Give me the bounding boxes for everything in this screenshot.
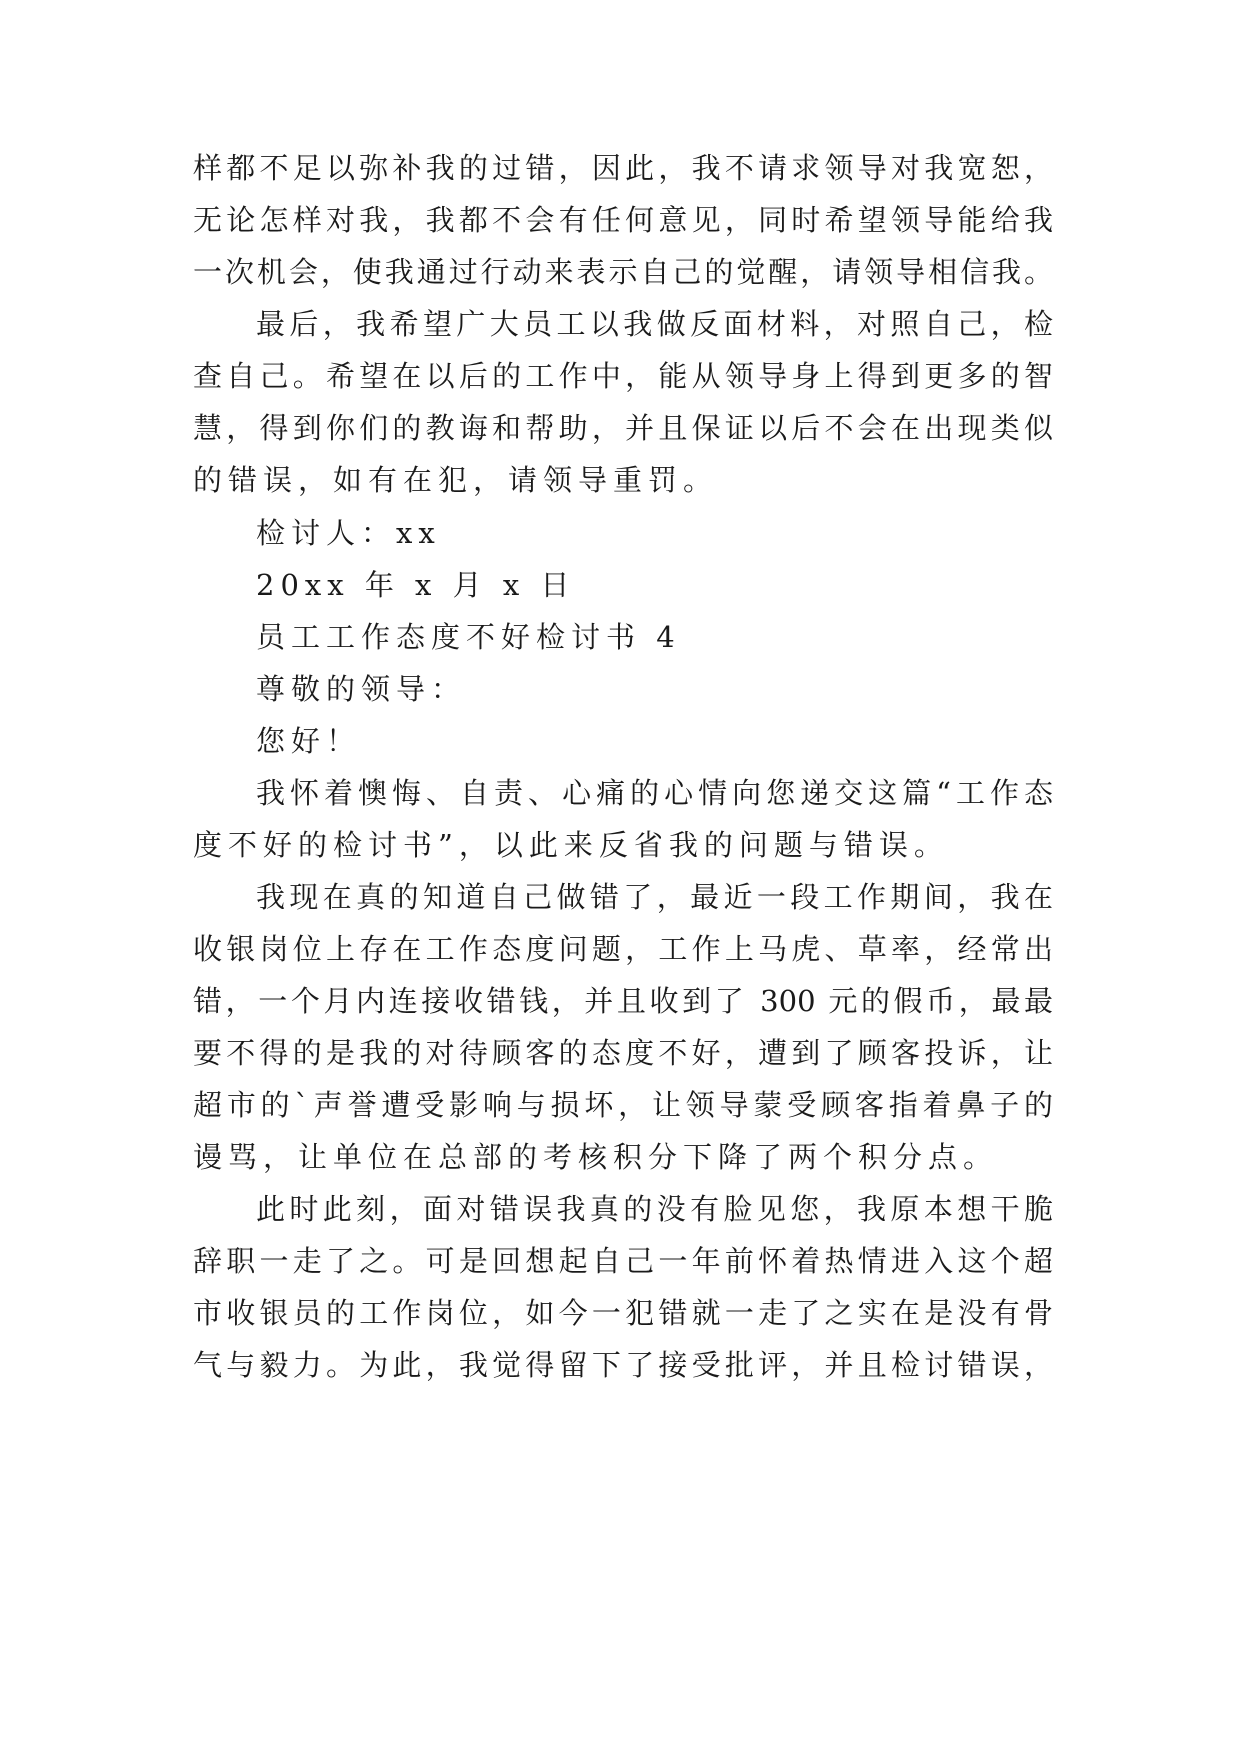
text-line: 错，一个月内连接收错钱，并且收到了 300 元的假币，最最 [193,984,1053,1018]
text-line: 样都不足以弥补我的过错，因此，我不请求领导对我宽恕， [193,151,1053,185]
text-line: 慧，得到你们的教诲和帮助，并且保证以后不会在出现类似 [193,411,1053,445]
text-line: 辞职一走了之。可是回想起自己一年前怀着热情进入这个超 [193,1244,1053,1278]
text-line: 收银岗位上存在工作态度问题，工作上马虎、草率，经常出 [193,932,1053,966]
text-line: 无论怎样对我，我都不会有任何意见，同时希望领导能给我 [193,203,1053,237]
section-title: 员工工作态度不好检讨书 4 [256,620,681,654]
text-line: 要不得的是我的对待顾客的态度不好，遭到了顾客投诉，让 [193,1036,1053,1070]
text-line: 超市的`声誉遭受影响与损坏，让领导蒙受顾客指着鼻子的 [193,1088,1053,1122]
text-line: 最后，我希望广大员工以我做反面材料，对照自己，检 [256,307,1053,341]
text-line: 我现在真的知道自己做错了，最近一段工作期间，我在 [256,880,1053,914]
text-line: 一次机会，使我通过行动来表示自己的觉醒，请领导相信我。 [193,255,1053,289]
text-line: 气与毅力。为此，我觉得留下了接受批评，并且检讨错误， [193,1348,1053,1382]
text-line: 谩骂，让单位在总部的考核积分下降了两个积分点。 [193,1140,999,1174]
greeting: 您好！ [256,724,362,758]
date-line: 20xx 年 x 月 x 日 [256,568,576,602]
text-line: 此时此刻，面对错误我真的没有脸见您，我原本想干脆 [256,1192,1053,1226]
text-line: 的错误，如有在犯，请领导重罚。 [193,463,719,497]
salutation: 尊敬的领导： [256,672,467,706]
signature-line: 检讨人：xx [256,516,441,550]
text-line: 查自己。希望在以后的工作中，能从领导身上得到更多的智 [193,359,1053,393]
text-line: 度不好的检讨书”，以此来反省我的问题与错误。 [193,828,949,862]
text-line: 市收银员的工作岗位，如今一犯错就一走了之实在是没有骨 [193,1296,1053,1330]
text-line: 我怀着懊悔、自责、心痛的心情向您递交这篇“工作态 [256,776,1053,810]
